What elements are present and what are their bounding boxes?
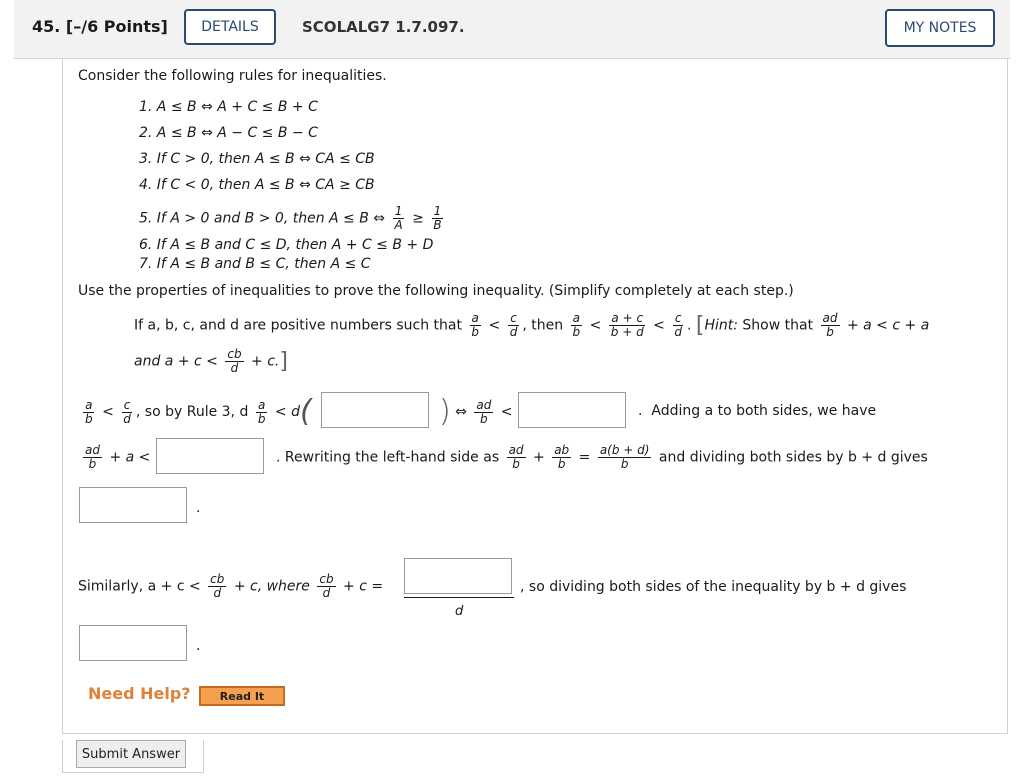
- step1-tail: . Adding a to both sides, we have: [638, 403, 877, 419]
- points-label: [–/6 Points]: [65, 17, 168, 36]
- details-button[interactable]: DETAILS: [184, 9, 276, 45]
- fraction-bar: [404, 597, 514, 598]
- rule-7: 7. If A ≤ B and B ≤ C, then A ≤ C: [139, 256, 371, 272]
- submit-answer-button[interactable]: Submit Answer: [76, 740, 186, 768]
- answer-box-5[interactable]: [404, 558, 512, 594]
- need-help-label: Need Help?: [88, 684, 191, 703]
- answer-box-6[interactable]: [79, 625, 187, 661]
- rule-4: 4. If C < 0, then A ≤ B ⇔ CA ≥ CB: [139, 177, 375, 193]
- rule-5: 5. If A > 0 and B > 0, then A ≤ B ⇔ $\frac{1}{A}$ ≥ $\frac{1}{B}$: [139, 204, 442, 232]
- rule-6: 6. If A ≤ B and C ≤ D, then A + C ≤ B + D: [139, 237, 434, 253]
- step2-text: $\frac{ad}{b}$ + a <: [85, 443, 151, 471]
- my-notes-button[interactable]: MY NOTES: [885, 9, 995, 47]
- instruction-text: Use the properties of inequalities to prove the following inequality. (Simplify completely at each step.): [78, 283, 794, 299]
- fraction-1-over-b: $\frac{1}{B}$: [433, 204, 442, 232]
- hint-label: Hint:: [704, 317, 738, 334]
- question-id: SCOLALG7 1.7.097.: [302, 18, 465, 36]
- denominator-d: d: [455, 604, 464, 619]
- step4-tail: , so dividing both sides of the inequality by b + d gives: [520, 579, 907, 595]
- rule-3: 3. If C > 0, then A ≤ B ⇔ CA ≤ CB: [139, 151, 375, 167]
- fraction-1-over-a: $\frac{1}{A}$: [394, 204, 403, 232]
- question-number: 45. [–/6 Points]: [32, 17, 168, 36]
- step4-text: Similarly, a + c < $\frac{cb}{d}$ + c, where $\frac{cb}{d}$ + c =: [78, 572, 384, 600]
- problem-statement-line2: and a + c < $\frac{cb}{d}$ + c.]: [134, 347, 288, 375]
- step1-text: $\frac{a}{b}$ < $\frac{c}{d}$ , so by Rule 3, d $\frac{a}{b}$ < d(: [85, 394, 312, 429]
- rule-1: 1. A ≤ B ⇔ A + C ≤ B + C: [139, 99, 318, 115]
- step2-tail: . Rewriting the left-hand side as $\frac{ad}{b}$ + $\frac{ab}{b}$ = $\frac{a(b + d)}{b}$ and dividing both sides by b + d gives: [276, 443, 928, 471]
- answer-box-2[interactable]: [518, 392, 626, 428]
- answer-box-4[interactable]: [79, 487, 187, 523]
- question-header: [14, 0, 1010, 59]
- answer-box-3[interactable]: [156, 438, 264, 474]
- rule-2: 2. A ≤ B ⇔ A − C ≤ B − C: [139, 125, 318, 141]
- problem-statement: If a, b, c, and d are positive numbers such that $\frac{a}{b}$ < $\frac{c}{d}$ , then $\frac{a}{b}$ < $\frac{a + c}{b + d}$ < $\frac{c}{d}$ . [Hint: Show that $\frac{ad}{b}$ + a < c + a: [134, 311, 930, 339]
- read-it-button[interactable]: Read It: [199, 686, 285, 706]
- intro-text: Consider the following rules for inequalities.: [78, 68, 387, 84]
- answer-box-1[interactable]: [321, 392, 429, 428]
